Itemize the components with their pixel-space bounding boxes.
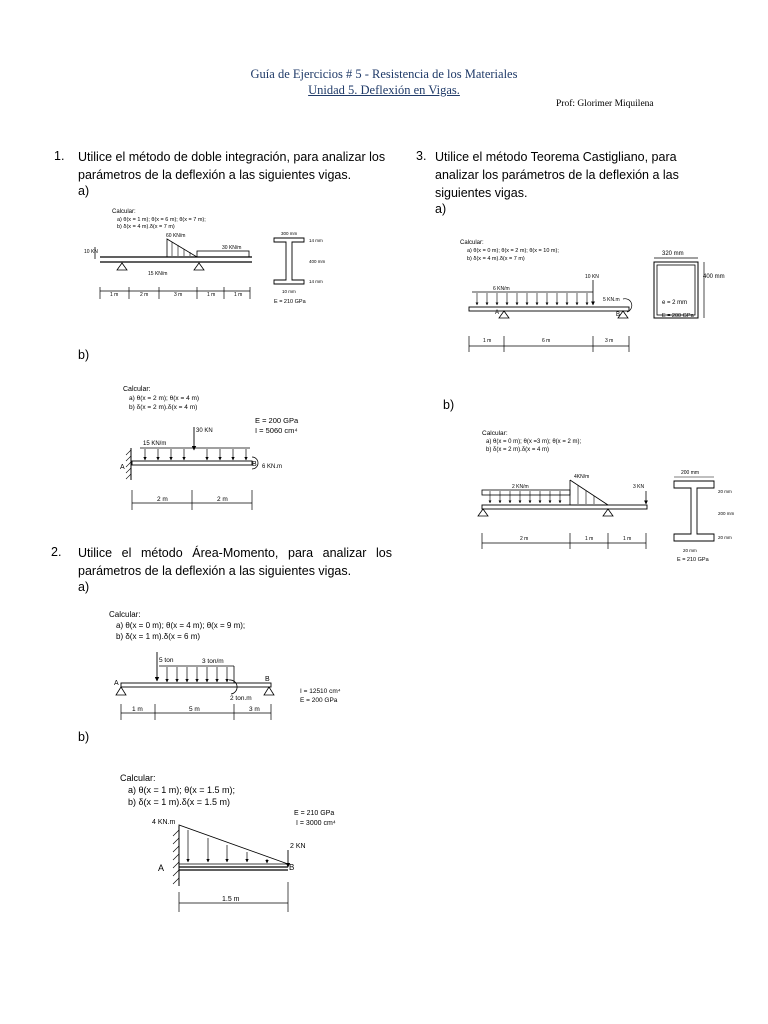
fig1b-modulus: E = 200 GPa [255,416,299,425]
fig3b-sec2: 20 mm [718,489,732,494]
fig2b-inertia: I = 3000 cm⁴ [296,820,336,827]
unit-title: Unidad 5. Deflexión en Vigas. [308,83,460,97]
fig2a-calc: Calcular: [109,610,141,619]
fig1b-moment: 6 KN.m [262,464,283,470]
fig3a-modulus: E = 200 GPa [662,313,694,319]
fig2b-point-load: 2 KN [290,843,306,850]
fig2a-dim3: 3 m [249,706,260,713]
figure-3b-beam [470,425,748,565]
fig2a-moment: 2 ton.m [230,695,252,702]
fig1b-dim2: 2 m [217,496,228,503]
figure-1a-beam [82,203,332,315]
fig1b-line1: a) θ(x = 2 m); θ(x = 4 m) [129,395,200,402]
fig3b-dim2: 1 m [585,536,594,542]
fig2b-calc: Calcular: [120,773,156,783]
fig1a-dim1: 1 m [110,292,119,298]
fig3b-dim3: 1 m [623,536,632,542]
fig3a-dim3: 3 m [605,338,614,344]
fig2a-support-a: A [114,680,119,687]
figure-2a-beam [103,603,353,725]
fig1a-calc: Calcular: [112,209,136,215]
question-3-number: 3. [416,149,427,163]
fig1a-sec4: 14 mm [309,279,323,284]
fig1a-sec3: 400 mm [309,259,326,264]
fig3a-sec3: e = 2 mm [662,300,688,306]
fig1a-load4: 15 KN/m [148,271,168,277]
fig1a-dim2: 2 m [140,292,149,298]
fig1b-support-b: B [252,461,257,468]
question-1-number: 1. [54,149,65,163]
fig3a-moment: 5 KN.m [603,297,620,303]
fig3b-sec4: 20 mm [718,535,732,540]
question-3b-label: b) [443,398,455,412]
question-1a-label: a) [78,184,90,198]
fig3a-point-load: 10 KN [585,274,599,280]
fig2b-dist-load: 4 KN.m [152,819,176,826]
question-1b-label: b) [78,348,90,362]
question-2b-label: b) [78,730,90,744]
fig2a-modulus: E = 200 GPa [300,697,338,704]
professor-name: Prof: Glorimer Miquilena [556,99,654,109]
fig1b-dist-load: 15 KN/m [143,441,167,447]
fig2a-point-load: 5 ton [159,657,174,664]
question-3a-label: a) [435,202,447,216]
question-2a-label: a) [78,580,90,594]
fig1b-line2: b) δ(x = 2 m).δ(x = 4 m) [129,404,198,411]
fig2a-line2: b) δ(x = 1 m).δ(x = 6 m) [116,632,201,641]
fig3a-support-b: B [616,312,621,318]
fig1a-line1: a) θ(x = 1 m); θ(x = 6 m); θ(x = 7 m); [117,217,206,223]
fig3a-support-a: A [495,310,500,316]
fig1a-sec2: 14 mm [309,238,323,243]
fig3a-calc: Calcular: [460,240,484,246]
fig3b-calc: Calcular: [482,430,508,437]
fig3b-dim1: 2 m [520,536,529,542]
fig3b-dist-load2: 4KN/m [574,474,590,480]
fig3a-line2: b) δ(x = 4 m).δ(x = 7 m) [467,256,525,262]
fig2a-dist-load: 3 ton/m [202,658,224,665]
fig1a-dim4: 1 m [207,292,216,298]
fig1b-point-load: 30 KN [196,428,213,434]
figure-3a-beam [455,234,735,356]
fig3b-line1: a) θ(x = 0 m); θ(x =3 m); θ(x = 2 m); [486,439,582,445]
fig1a-load3: 30 KN/m [222,245,242,251]
document-title: Guía de Ejercicios # 5 - Resistencia de los Materiales [250,67,518,81]
fig2a-dim1: 1 m [132,706,143,713]
question-3-text: Utilice el método Teorema Castigliano, para analizar los parámetros de la deflexión a las siguientes vigas. [435,150,679,200]
figure-2b-beam [112,764,352,920]
fig3a-sec1: 320 mm [662,251,684,257]
fig2b-line2: b) δ(x = 1 m).δ(x = 1.5 m) [128,797,231,807]
fig3b-dist-load1: 2 KN/m [512,484,529,490]
fig3a-dist-load: 6 KN/m [493,286,510,292]
fig2a-line1: a) θ(x = 0 m); θ(x = 4 m); θ(x = 9 m); [116,621,246,630]
fig3b-modulus: E = 210 GPa [677,557,709,563]
fig3a-line1: a) θ(x = 0 m); θ(x = 2 m); θ(x = 10 m); [467,248,559,254]
fig1a-modulus: E = 210 GPa [274,299,306,305]
question-2-text: Utilice el método Área-Momento, para analizar los parámetros de la deflexión a las siguientes vigas. [78,546,392,578]
fig1a-sec1: 300 mm [281,231,298,236]
fig2b-support-a: A [158,863,165,873]
fig3b-sec5: 20 mm [683,548,697,553]
fig3b-point-load: 3 KN [633,484,645,490]
fig2a-dim2: 5 m [189,706,200,713]
fig1b-support-a: A [120,464,125,471]
fig1a-sec5: 10 mm [282,289,296,294]
fig2b-dim: 1.5 m [222,896,240,903]
fig3a-dim1: 1 m [483,338,492,344]
fig3b-sec1: 200 mm [681,470,700,476]
fig2a-support-b: B [265,676,270,683]
fig1a-dim3: 3 m [174,292,183,298]
fig3a-sec2: 400 mm [703,274,725,280]
fig1a-line2: b) δ(x = 4 m).δ(x = 7 m) [117,224,175,230]
fig1b-dim1: 2 m [157,496,168,503]
figure-1b-beam [115,380,315,520]
question-2-number: 2. [51,545,62,559]
fig1a-load1: 10 KN [84,249,98,255]
fig3b-line2: b) δ(x = 2 m).δ(x = 4 m) [486,447,550,453]
fig2a-inertia: I = 12510 cm⁴ [300,688,341,695]
fig2b-support-b: B [289,863,295,872]
fig1a-load2: 60 KN/m [166,233,186,239]
question-1-text: Utilice el método de doble integración, para analizar los parámetros de la deflexión a las siguientes vigas. [78,150,386,182]
fig3b-sec3: 200 mm [718,511,735,516]
fig1a-dim5: 1 m [234,292,243,298]
fig1b-inertia: I = 5060 cm⁴ [255,426,298,435]
fig2b-line1: a) θ(x = 1 m); θ(x = 1.5 m); [128,785,236,795]
fig2b-modulus: E = 210 GPa [294,810,335,817]
fig3a-dim2: 6 m [542,338,551,344]
fig1b-calc: Calcular: [123,386,151,393]
